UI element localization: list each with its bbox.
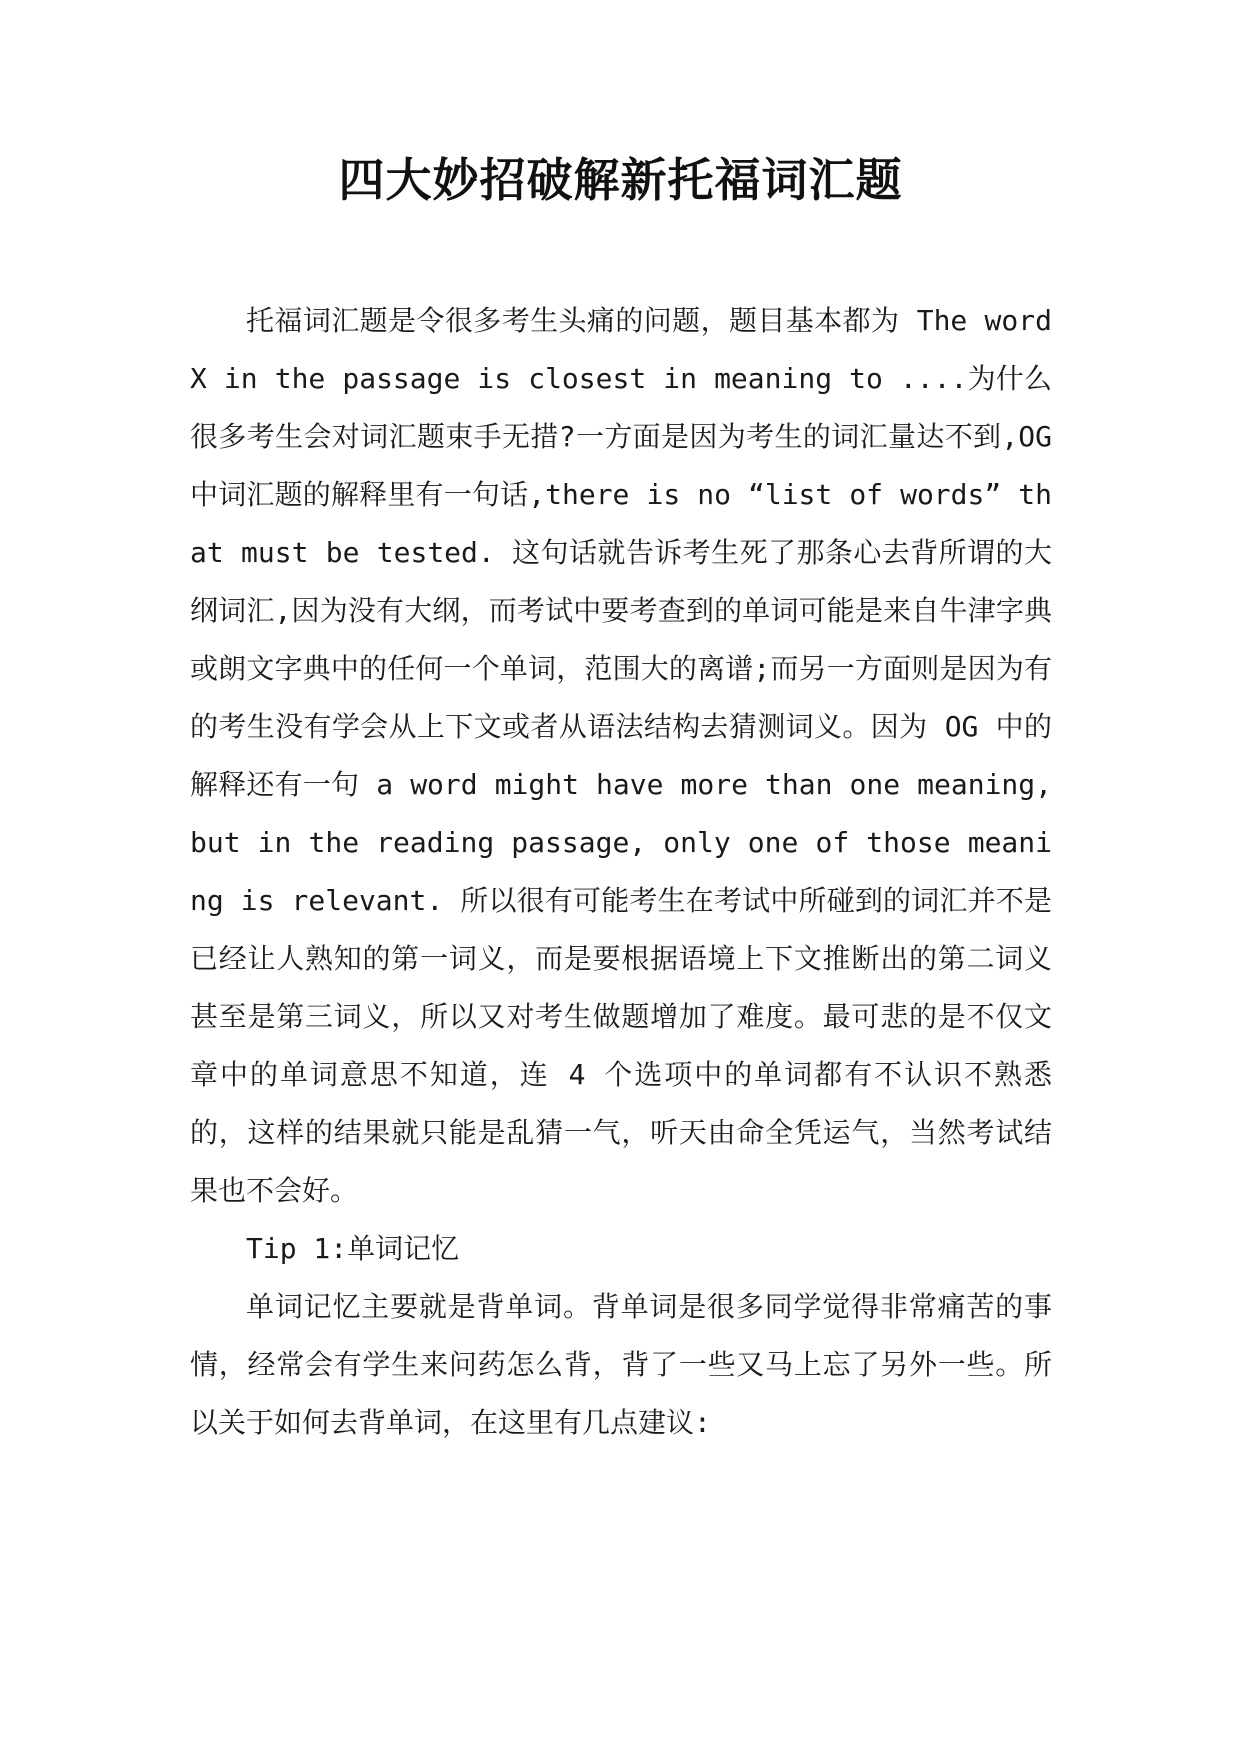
tip-1-heading: Tip 1:单词记忆 [246,1232,460,1265]
tip-1-paragraph: 单词记忆主要就是背单词。背单词是很多同学觉得非常痛苦的事情，经常会有学生来问药怎么背，背了一些又马上忘了另外一些。所以关于如何去背单词，在这里有几点建议: [190,1290,1052,1439]
intro-paragraph: 托福词汇题是令很多考生头痛的问题，题目基本都为 The word X in the passage is closest in meaning to ....为什么很多考生会对词汇题束手无措?一方面是因为考生的词汇量达不到,OG 中词汇题的解释里有一句话,there is no “list of words” that must be tested. 这句话就告诉考生死了那条心去背所谓的大纲词汇,因为没有大纲，而考试中要考查到的单词可能是来自牛津字典或朗文字典中的任何一个单词，范围大的离谱;而另一方面则是因为有的考生没有学会从上下文或者从语法结构去猜测词义。因为 OG 中的解释还有一句 a word might have more than one meaning, but in the reading passage, only one of those meaning is relevant. 所以很有可能考生在考试中所碰到的词汇并不是已经让人熟知的第一词义，而是要根据语境上下文推断出的第二词义甚至是第三词义，所以又对考生做题增加了难度。最可悲的是不仅文章中的单词意思不知道，连 4 个选项中的单词都有不认识不熟悉的，这样的结果就只能是乱猜一气，听天由命全凭运气，当然考试结果也不会好。 [190,304,1052,1207]
document-title: 四大妙招破解新托福词汇题 [338,153,903,207]
document-body [190,292,1052,1452]
